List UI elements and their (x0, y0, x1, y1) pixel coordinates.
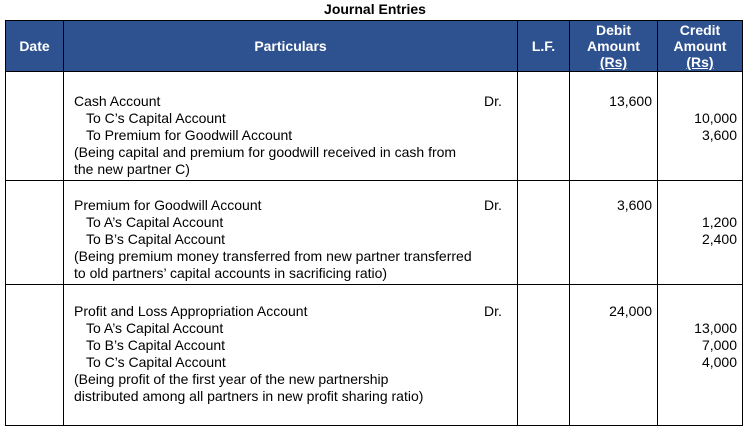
credit-account: To C’s Capital Account (86, 110, 226, 126)
page-title: Journal Entries (324, 1, 426, 17)
narration: distributed among all partners in new profit sharing ratio) (74, 388, 424, 404)
narration: (Being profit of the first year of the new partnership (74, 371, 389, 387)
table-header (5, 20, 743, 72)
header-debit-line3: (Rs) (599, 54, 628, 70)
header-credit (658, 21, 742, 71)
narration: (Being premium money transferred from new partner transferred (74, 248, 472, 264)
credit-account: To A’s Capital Account (86, 214, 224, 230)
header-debit-line1: Debit (595, 22, 631, 38)
header-credit-line2: Amount (673, 38, 727, 54)
header-date: Date (6, 21, 64, 71)
debit-account: Cash Account (74, 93, 161, 109)
credit-account: To B’s Capital Account (86, 231, 226, 247)
particulars-cell (74, 197, 510, 282)
narration: the new partner C) (74, 161, 190, 177)
credit-amount: 10,000 (694, 110, 737, 126)
narration: (Being capital and premium for goodwill received in cash from (74, 144, 457, 160)
dr-label: Dr. (484, 197, 502, 213)
column-divider (63, 72, 64, 425)
header-lf: L.F. (518, 21, 570, 71)
header-debit-line2: Amount (587, 38, 640, 54)
credit-amount: 1,200 (701, 214, 737, 230)
credit-amount: 4,000 (701, 354, 737, 370)
credit-amount: 3,600 (701, 127, 737, 143)
credit-account: To Premium for Goodwill Account (86, 127, 293, 143)
particulars-cell (74, 93, 510, 178)
header-particulars: Particulars (64, 21, 518, 71)
credit-amount: 7,000 (701, 337, 737, 353)
journal-table-body (5, 72, 743, 426)
narration: to old partners’ capital accounts in sacrificing ratio) (74, 265, 388, 281)
header-credit-line3: (Rs) (686, 54, 714, 70)
header-credit-line1: Credit (679, 22, 721, 38)
credit-account: To A’s Capital Account (86, 320, 224, 336)
debit-amount: 24,000 (609, 303, 652, 319)
dr-label: Dr. (484, 93, 502, 109)
particulars-cell (74, 303, 510, 405)
row-divider (6, 180, 742, 181)
credit-account: To B’s Capital Account (86, 337, 226, 353)
credit-amount: 13,000 (694, 320, 737, 336)
column-divider (569, 72, 570, 425)
debit-account: Premium for Goodwill Account (74, 197, 262, 213)
header-debit (570, 21, 658, 71)
dr-label: Dr. (484, 303, 502, 319)
credit-account: To C’s Capital Account (86, 354, 226, 370)
credit-amount: 2,400 (701, 231, 737, 247)
column-divider (517, 72, 518, 425)
row-divider (6, 284, 742, 285)
debit-account: Profit and Loss Appropriation Account (74, 303, 308, 319)
debit-amount: 13,600 (609, 93, 652, 109)
debit-amount: 3,600 (616, 197, 652, 213)
